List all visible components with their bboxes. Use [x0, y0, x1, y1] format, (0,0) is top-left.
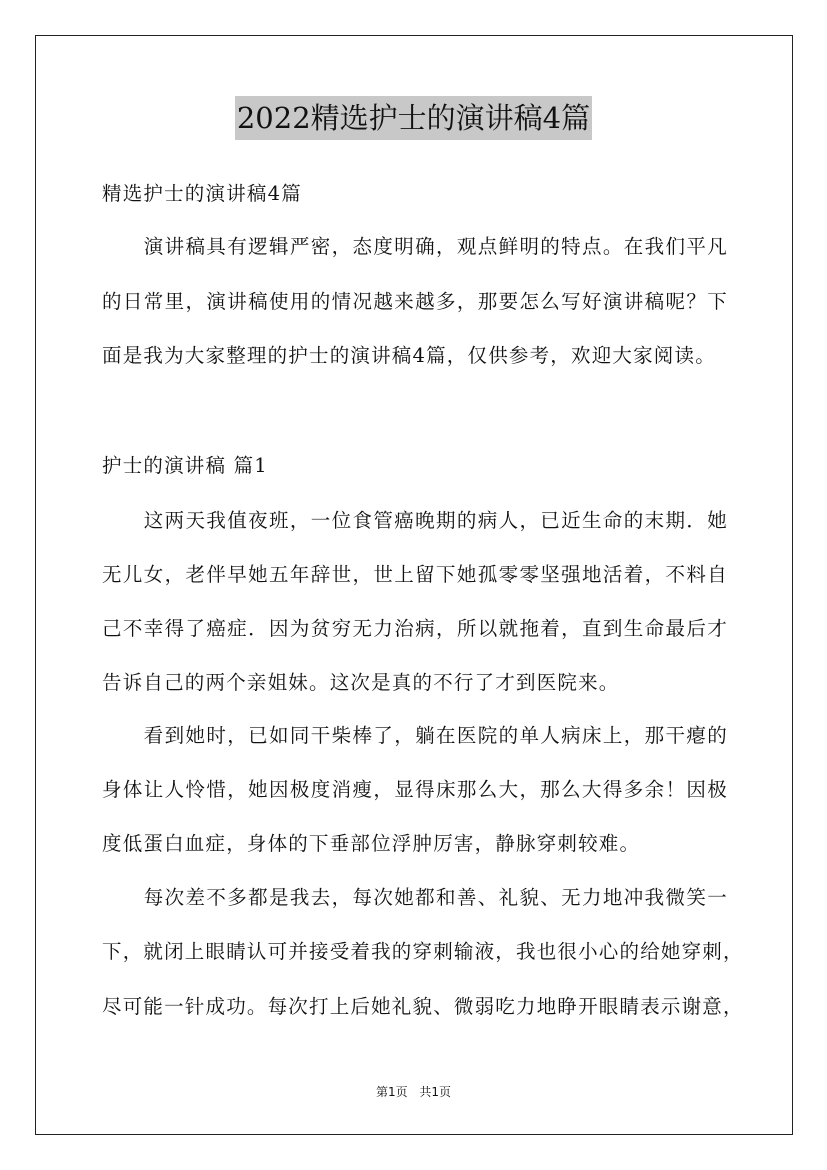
- body-line: 身体让人怜惜，她因极度消瘦，显得床那么大，那么大得多余！因极: [102, 778, 728, 801]
- intro-line: 演讲稿具有逻辑严密，态度明确，观点鲜明的特点。在我们平凡: [102, 235, 728, 258]
- document-title: 2022精选护士的演讲稿4篇: [235, 96, 592, 140]
- body-line: 己不幸得了癌症．因为贫穷无力治病，所以就拖着，直到生命最后才: [102, 617, 728, 640]
- body-line: 度低蛋白血症，身体的下垂部位浮肿厉害，静脉穿刺较难。: [102, 832, 641, 855]
- body-line: 这两天我值夜班，一位食管癌晚期的病人，已近生命的末期．她: [102, 509, 728, 532]
- intro-line: 面是我为大家整理的护士的演讲稿4篇，仅供参考，欢迎大家阅读。: [102, 344, 716, 367]
- body-line: 无儿女，老伴早她五年辞世，世上留下她孤零零坚强地活着，不料自: [102, 563, 728, 586]
- section-heading: 护士的演讲稿 篇1: [102, 454, 268, 477]
- page-total: 共1页: [419, 1085, 452, 1099]
- body-line: 看到她时，已如同干柴棒了，躺在医院的单人病床上，那干瘪的: [102, 724, 728, 747]
- page-footer: [0, 1083, 827, 1100]
- body-line: 每次差不多都是我去，每次她都和善、礼貌、无力地冲我微笑一: [102, 886, 728, 909]
- page-number: 第1页: [375, 1085, 408, 1099]
- body-line: 下，就闭上眼睛认可并接受着我的穿刺输液，我也很小心的给她穿刺，: [102, 940, 744, 963]
- title-container: [0, 96, 827, 140]
- body-line: 尽可能一针成功。每次打上后她礼貌、微弱吃力地睁开眼睛表示谢意，: [102, 995, 744, 1018]
- intro-line: 的日常里，演讲稿使用的情况越来越多，那要怎么写好演讲稿呢？下: [102, 290, 728, 313]
- body-line: 告诉自己的两个亲姐妹。这次是真的不行了才到医院来。: [102, 671, 620, 694]
- subtitle: 精选护士的演讲稿4篇: [102, 182, 302, 205]
